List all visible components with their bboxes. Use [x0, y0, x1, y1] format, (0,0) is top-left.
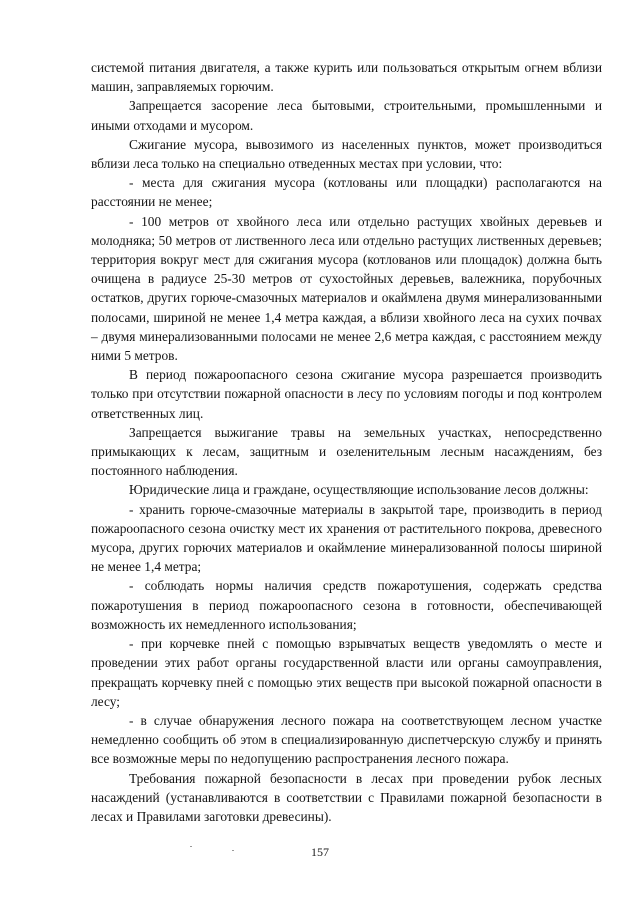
body-text — [91, 58, 602, 826]
list-item-fuel-storage: - хранить горюче-смазочные материалы в закрытой таре, производить в период пожароопасного сезона очистку мест их хранения от растительного покрова, древесного мусора, других горючих материалов и окаймление минерализованной полосы шириной не менее 1,4 метра; — [91, 501, 602, 575]
list-item-fire-reporting: - в случае обнаружения лесного пожара на соответствующем лесном участке немедленно сообщить об этом в специализированную диспетчерскую службу и принять все возможные меры по недопущению распространения лесного пожара. — [91, 712, 602, 767]
list-item-distances: - 100 метров от хвойного леса или отдельно растущих хвойных деревьев и молодняка; 50 метров от лиственного леса или отдельно растущих лиственных деревьев; территория вокруг мест для сжигания мусора (котлованов или площадок) должна быть очищена в радиусе 25-30 метров от сухостойных деревьев, валежника, порубочных остатков, других горюче-смазочных материалов и окаймлена двумя минерализованными полосами, шириной не менее 1,4 метра каждая, а вблизи хвойного леса на сухих почвах – двумя минерализованными полосами не менее 2,6 метра каждая, с расстоянием между ними 5 метров. — [91, 213, 602, 364]
paragraph-fire-season: В период пожароопасного сезона сжигание мусора разрешается производить только при отсутствии пожарной опасности в лесу по условиям погоды и под контролем ответственных лиц. — [91, 367, 602, 421]
paragraph-forest-users: Юридические лица и граждане, осуществляющие использование лесов должны: — [129, 482, 589, 498]
page-number: 157 — [311, 845, 329, 859]
list-item-burning-sites: - места для сжигания мусора (котлованы или площадки) располагаются на расстоянии не менее; — [91, 175, 602, 210]
paragraph-logging-requirements: Требования пожарной безопасности в лесах при проведении рубок лесных насаждений (устанавливаются в соответствии с Правилами пожарной безопасности в лесах и Правилами заготовки древесины). — [91, 770, 602, 824]
paragraph-continuation: системой питания двигателя, а также курить или пользоваться открытым огнем вблизи машин, заправляемых горючим. — [91, 60, 602, 95]
paragraph-grass-burning-ban: Запрещается выжигание травы на земельных участках, непосредственно примыкающих к лесам, защитным и озеленительным лесным насаждениям, без постоянного наблюдения. — [91, 424, 602, 479]
list-item-stump-removal: - при корчевке пней с помощью взрывчатых веществ уведомлять о месте и проведении этих работ органы государственной власти или органы самоуправления, прекращать корчевку пней с помощью этих веществ при высокой пожарной опасности в лесу; — [91, 636, 602, 709]
paragraph-waste-burning: Сжигание мусора, вывозимого из населенных пунктов, может производиться вблизи леса только на специально отведенных местах при условии, что: — [91, 136, 602, 172]
paragraph-littering-ban: Запрещается засорение леса бытовыми, строительными, промышленными и иными отходами и мусором. — [91, 98, 602, 133]
list-item-firefighting-equipment: - соблюдать нормы наличия средств пожаротушения, содержать средства пожаротушения в период пожароопасного сезона в готовности, обеспечивающей возможность их немедленного использования; — [91, 578, 602, 632]
